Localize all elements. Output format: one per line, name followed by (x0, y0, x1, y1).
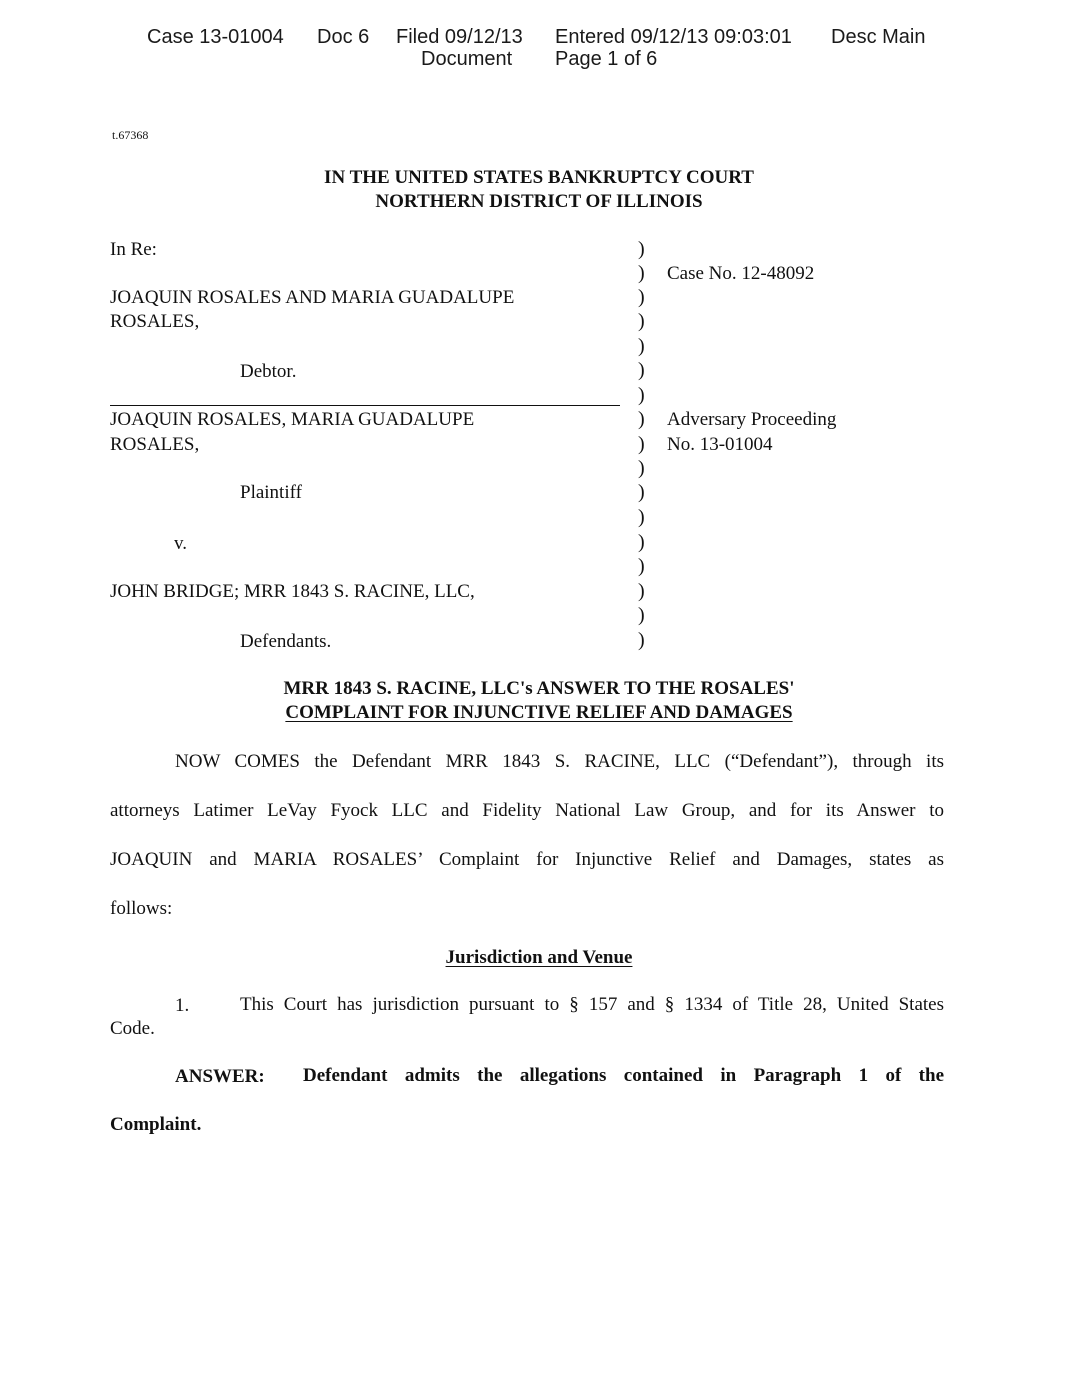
caption-paren: ) (638, 506, 645, 528)
adversary-proceeding-label: Adversary Proceeding (667, 409, 837, 430)
in-re-label: In Re: (110, 239, 157, 260)
answer-line: Defendant admits the allegations contained in Paragraph 1 of the (303, 1065, 944, 1086)
ecf-document-label: Document (421, 48, 513, 70)
ecf-case-number: Case 13-01004 (147, 26, 284, 48)
debtor-label: Debtor. (240, 361, 297, 382)
caption-paren: ) (638, 359, 645, 381)
answer-line: Complaint. (110, 1114, 202, 1135)
paragraph-line: Code. (110, 1018, 155, 1039)
versus-label: v. (174, 533, 188, 554)
intro-line: JOAQUIN and MARIA ROSALES’ Complaint for Injunctive Relief and Damages, states as (110, 849, 944, 870)
caption-divider (110, 405, 620, 406)
caption-paren: ) (638, 457, 645, 479)
caption-paren: ) (638, 481, 645, 503)
ecf-desc: Desc Main (831, 26, 926, 48)
section-heading (0, 947, 1078, 969)
caption-paren: ) (638, 310, 645, 332)
paragraph-number: 1. (175, 995, 190, 1016)
document-subtitle (0, 702, 1078, 724)
document-title: MRR 1843 S. RACINE, LLC's ANSWER TO THE ROSALES' (283, 678, 795, 699)
ecf-page-indicator: Page 1 of 6 (555, 48, 658, 70)
plaintiff-names: JOAQUIN ROSALES, MARIA GUADALUPE (110, 409, 475, 430)
document-subtitle-text: COMPLAINT FOR INJUNCTIVE RELIEF AND DAMAGES (285, 702, 793, 723)
intro-line: NOW COMES the Defendant MRR 1843 S. RACINE, LLC (“Defendant”), through its (175, 751, 944, 772)
caption-paren: ) (638, 238, 645, 260)
intro-line: follows: (110, 898, 173, 919)
adversary-proceeding-number: No. 13-01004 (667, 434, 773, 455)
ecf-doc-number: Doc 6 (317, 26, 370, 48)
court-name: IN THE UNITED STATES BANKRUPTCY COURT (324, 167, 754, 188)
defendants-label: Defendants. (240, 631, 332, 652)
defendants-names: JOHN BRIDGE; MRR 1843 S. RACINE, LLC, (110, 581, 475, 602)
caption-paren: ) (638, 384, 645, 406)
caption-paren: ) (638, 555, 645, 577)
ecf-entered-date: Entered 09/12/13 09:03:01 (555, 26, 792, 48)
section-heading-text: Jurisdiction and Venue (445, 947, 633, 968)
caption-paren: ) (638, 286, 645, 308)
debtor-names: JOAQUIN ROSALES AND MARIA GUADALUPE (110, 287, 515, 308)
answer-label: ANSWER: (175, 1066, 265, 1087)
plaintiff-names-cont: ROSALES, (110, 434, 200, 455)
intro-line: attorneys Latimer LeVay Fyock LLC and Fidelity National Law Group, and for its Answer to (110, 800, 944, 821)
caption-paren: ) (638, 531, 645, 553)
caption-paren: ) (638, 433, 645, 455)
caption-paren: ) (638, 408, 645, 430)
ecf-filed-date: Filed 09/12/13 (396, 26, 523, 48)
debtor-names-cont: ROSALES, (110, 311, 200, 332)
paragraph-line: This Court has jurisdiction pursuant to § 157 and § 1334 of Title 28, United States (240, 994, 944, 1015)
caption-paren: ) (638, 629, 645, 651)
document-id: t.67368 (112, 128, 149, 142)
plaintiff-label: Plaintiff (240, 482, 302, 503)
caption-paren: ) (638, 604, 645, 626)
caption-paren: ) (638, 335, 645, 357)
case-number: Case No. 12-48092 (667, 263, 815, 284)
court-district: NORTHERN DISTRICT OF ILLINOIS (375, 191, 703, 212)
caption-paren: ) (638, 262, 645, 284)
caption-paren: ) (638, 580, 645, 602)
